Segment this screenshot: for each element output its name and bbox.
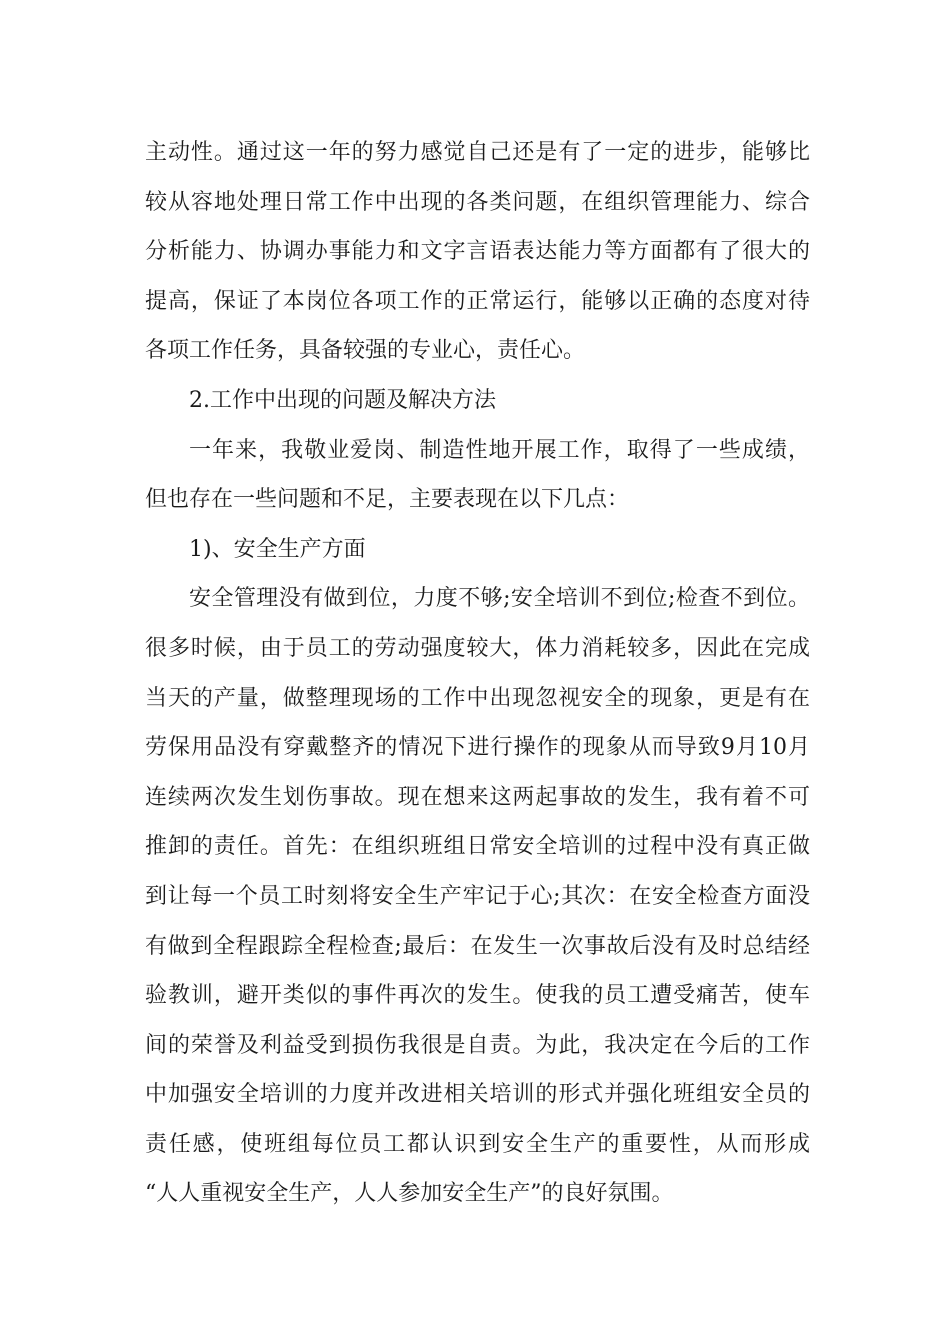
text-line: 但也存在一些问题和不足，主要表现在以下几点： (145, 487, 630, 513)
document-body (145, 128, 810, 1219)
text-line: “人人重视安全生产，人人参加安全生产”的良好氛围。 (145, 1181, 674, 1207)
section-heading: 2.工作中出现的问题及解决方法 (189, 387, 496, 413)
text-line: 责任感，使班组每位员工都认识到安全生产的重要性，从而形成 (145, 1131, 810, 1157)
text-line: 有做到全程跟踪全程检查;最后：在发生一次事故后没有及时总结经 (145, 933, 810, 959)
text-line: 推卸的责任。首先：在组织班组日常安全培训的过程中没有真正做 (145, 834, 810, 860)
text-line: 连续两次发生划伤事故。现在想来这两起事故的发生，我有着不可 (145, 784, 810, 810)
text-line: 安全管理没有做到位，力度不够;安全培训不到位;检查不到位。 (189, 586, 810, 612)
text-line: 很多时候，由于员工的劳动强度较大，体力消耗较多，因此在完成 (145, 635, 810, 661)
text-line: 提高，保证了本岗位各项工作的正常运行，能够以正确的态度对待 (145, 288, 810, 314)
text-line: 分析能力、协调办事能力和文字言语表达能力等方面都有了很大的 (145, 239, 810, 265)
text-line: 较从容地处理日常工作中出现的各类问题，在组织管理能力、综合 (145, 189, 810, 215)
text-line: 各项工作任务，具备较强的专业心，责任心。 (145, 338, 586, 364)
text-line: 一年来，我敬业爱岗、制造性地开展工作，取得了一些成绩， (189, 437, 810, 463)
text-line: 中加强安全培训的力度并改进相关培训的形式并强化班组安全员的 (145, 1082, 810, 1108)
text-line: 验教训，避开类似的事件再次的发生。使我的员工遭受痛苦，使车 (145, 983, 810, 1009)
subsection-heading: 1)、安全生产方面 (189, 536, 366, 562)
text-line: 主动性。通过这一年的努力感觉自己还是有了一定的进步，能够比 (145, 140, 810, 165)
text-line: 到让每一个员工时刻将安全生产牢记于心;其次：在安全检查方面没 (145, 883, 810, 909)
text-line: 劳保用品没有穿戴整齐的情况下进行操作的现象从而导致9月10月 (145, 735, 810, 761)
text-line: 当天的产量，做整理现场的工作中出现忽视安全的现象，更是有在 (145, 685, 810, 711)
text-line: 间的荣誉及利益受到损伤我很是自责。为此，我决定在今后的工作 (145, 1032, 810, 1058)
